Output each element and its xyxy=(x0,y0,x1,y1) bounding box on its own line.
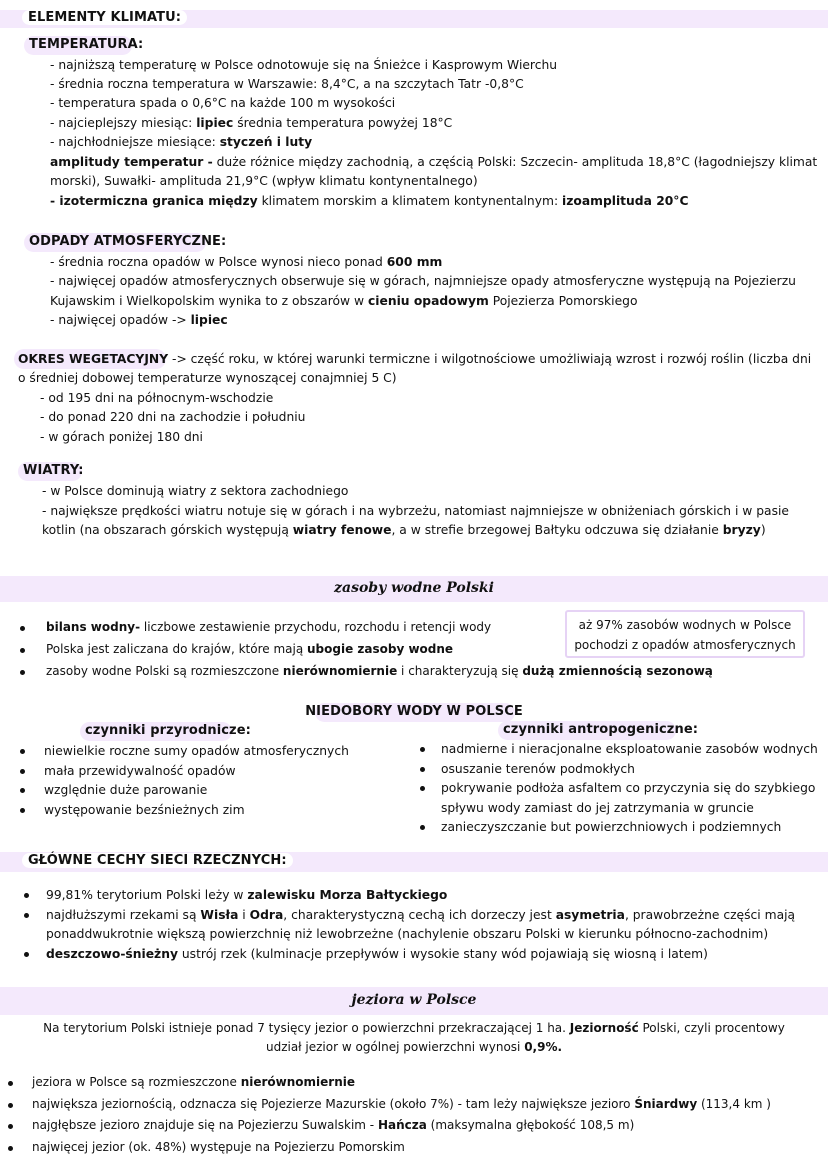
bullet-icon xyxy=(20,670,25,675)
text: klimatem morskim a klimatem kontynentalnym: xyxy=(257,194,563,208)
heading-okres-wegetacyjny: OKRES WEGETACYJNY xyxy=(18,352,169,366)
callout-line: pochodzi z opadów atmosferycznych xyxy=(574,638,796,652)
list-item: nadmierne i nieracjonalne eksploatowanie zasobów wodnych xyxy=(441,742,818,756)
bold-text: amplitudy temperatur - xyxy=(50,155,213,169)
bold-text: Wisła xyxy=(200,908,239,922)
heading-niedobory: NIEDOBORY WODY W POLSCE xyxy=(305,704,523,719)
list-item: pokrywanie podłoża asfaltem co przyczynia się do szybkiego xyxy=(441,781,816,795)
text-line xyxy=(50,153,817,172)
bold-text: dużą zmiennością sezonową xyxy=(522,664,713,678)
bullet-icon xyxy=(420,747,425,752)
bold-text: nierównomiernie xyxy=(240,1075,355,1089)
text: jeziora w Polsce są rozmieszczone xyxy=(32,1075,241,1089)
text-line: - najwięcej opadów atmosferycznych obserwuje się w górach, najmniejsze opady atmosferyczne występują na Pojezierzu xyxy=(50,274,796,288)
heading-antropogeniczne: czynniki antropogeniczne: xyxy=(503,722,699,737)
list-item xyxy=(32,1116,634,1135)
bold-text: bryzy xyxy=(722,523,761,537)
text-line xyxy=(50,114,452,133)
bullet-icon xyxy=(20,626,25,631)
text: najgłębsze jezioro znajduje się na Pojezierzu Suwalskim - xyxy=(32,1118,378,1132)
bold-text: 600 mm xyxy=(386,255,443,269)
text: największa jeziornością, odznacza się Pojezierze Mazurskie (około 7%) - tam leży największe jezioro xyxy=(32,1097,635,1111)
bullet-icon xyxy=(8,1146,13,1151)
text: - najchłodniejsze miesiące: xyxy=(50,135,220,149)
text: Kujawskim i Wielkopolskim wynika to z obszarów w xyxy=(50,294,368,308)
section-title-zasoby: zasoby wodne Polski xyxy=(334,580,494,596)
section-title-jeziora: jeziora w Polsce xyxy=(351,992,477,1008)
text: - średnia roczna opadów w Polsce wynosi nieco ponad xyxy=(50,255,387,269)
bold-text: Jeziorność xyxy=(569,1021,639,1035)
text-line xyxy=(50,192,688,211)
text: średnia temperatura powyżej 18°C xyxy=(233,116,453,130)
text: (113,4 km ) xyxy=(697,1097,771,1111)
bold-text: Śniardwy xyxy=(634,1097,698,1111)
list-item xyxy=(46,945,708,964)
text: ustrój rzek (kulminacje przepływów i wysokie stany wód pojawiają się wiosną i latem) xyxy=(177,947,708,961)
bold-text: zalewisku Morza Bałtyckiego xyxy=(247,888,448,902)
heading-opady: ODPADY ATMOSFERYCZNE: xyxy=(29,234,227,249)
list-item-continuation: spływu wody zamiast do jej zatrzymania w gruncie xyxy=(441,801,754,815)
text: , charakterystyczną cechą ich dorzeczy jest xyxy=(283,908,556,922)
bold-text: 0,9%. xyxy=(524,1040,563,1054)
list-item xyxy=(46,906,795,925)
bold-text: wiatry fenowe xyxy=(292,523,392,537)
text-line xyxy=(50,292,638,311)
bullet-icon xyxy=(20,648,25,653)
list-item: zanieczyszczanie but powierzchniowych i podziemnych xyxy=(441,820,782,834)
heading-elementy-klimatu: ELEMENTY KLIMATU: xyxy=(22,10,187,25)
text-line xyxy=(50,311,228,330)
text: Pojezierza Pomorskiego xyxy=(488,294,638,308)
bullet-icon xyxy=(24,913,29,918)
list-item xyxy=(46,886,447,905)
text: , prawobrzeżne części mają xyxy=(624,908,796,922)
list-item: najwięcej jezior (ok. 48%) występuje na Pojezierzu Pomorskim xyxy=(32,1140,405,1154)
list-item xyxy=(32,1095,771,1114)
text: kotlin (na obszarach górskich występują xyxy=(42,523,293,537)
list-item: mała przewidywalność opadów xyxy=(44,764,236,778)
text-line xyxy=(42,521,766,540)
heading-temperatura: TEMPERATURA: xyxy=(29,37,144,52)
bold-text: lipiec xyxy=(196,116,234,130)
text: -> część roku, w której warunki termiczne i wilgotnościowe umożliwiają wzrost i rozwój roślin (liczba dni xyxy=(168,352,812,366)
bold-text: bilans wodny- xyxy=(46,620,141,634)
text: duże różnice między zachodnią, a częścią Polski: Szczecin- amplituda 18,8°C (łagodniejszy klimat xyxy=(212,155,818,169)
text-line xyxy=(50,253,442,272)
text-line: - temperatura spada o 0,6°C na każde 100 m wysokości xyxy=(50,96,396,110)
bullet-icon xyxy=(20,788,25,793)
text-line: morski), Suwałki- amplituda 21,9°C (wpływ klimatu kontynentalnego) xyxy=(50,174,478,188)
list-item-continuation: ponaddwukrotnie większą powierzchnię niż lewobrzeżne (nachylenie obszaru Polski w kierunku północno-zachodnim) xyxy=(46,927,769,941)
text-line: - w Polsce dominują wiatry z sektora zachodniego xyxy=(42,484,349,498)
text-line: - w górach poniżej 180 dni xyxy=(40,430,203,444)
callout-line: aż 97% zasobów wodnych w Polsce xyxy=(578,618,792,632)
bullet-icon xyxy=(20,769,25,774)
bullet-icon xyxy=(420,767,425,772)
bullet-icon xyxy=(24,893,29,898)
intro-line xyxy=(0,1019,828,1038)
heading-wiatry: WIATRY: xyxy=(23,463,84,478)
text: ) xyxy=(760,523,766,537)
text-line: - do ponad 220 dni na zachodzie i południu xyxy=(40,410,306,424)
text: i xyxy=(238,908,250,922)
bullet-icon xyxy=(8,1124,13,1129)
list-item: występowanie bezśnieżnych zim xyxy=(44,803,245,817)
bold-text: izoamplituda 20°C xyxy=(562,194,689,208)
bold-text: ubogie zasoby wodne xyxy=(307,642,454,656)
bullet-icon xyxy=(8,1081,13,1086)
text-line xyxy=(50,133,312,152)
text: (maksymalna głębokość 108,5 m) xyxy=(426,1118,635,1132)
bold-text: styczeń i luty xyxy=(219,135,313,149)
list-item: niewielkie roczne sumy opadów atmosferycznych xyxy=(44,744,349,758)
list-item xyxy=(46,618,491,637)
bullet-icon xyxy=(420,825,425,830)
text-line: o średniej dobowej temperaturze wynoszącej conajmniej 5 C) xyxy=(18,371,397,385)
bullet-icon xyxy=(24,952,29,957)
list-item xyxy=(46,662,713,681)
list-item xyxy=(46,640,453,659)
intro-line xyxy=(0,1038,828,1057)
text-line: - średnia roczna temperatura w Warszawie: 8,4°C, a na szczytach Tatr -0,8°C xyxy=(50,77,524,91)
bold-text: - izotermiczna granica między xyxy=(50,194,258,208)
text: zasoby wodne Polski są rozmieszczone xyxy=(46,664,283,678)
text: najdłuższymi rzekami są xyxy=(46,908,201,922)
text: i charakteryzują się xyxy=(397,664,523,678)
bullet-icon xyxy=(20,749,25,754)
text-line: - najniższą temperaturę w Polsce odnotowuje się na Śnieżce i Kasprowym Wierchu xyxy=(50,58,558,72)
text: udział jezior w ogólnej powierzchni wynosi xyxy=(265,1040,525,1054)
bold-text: cieniu opadowym xyxy=(367,294,489,308)
text-line: - od 195 dni na północnym-wschodzie xyxy=(40,391,274,405)
text: Na terytorium Polski istnieje ponad 7 tysięcy jezior o powierzchni przekraczającej 1 ha. xyxy=(43,1021,570,1035)
bullet-icon xyxy=(8,1103,13,1108)
text: - najwięcej opadów -> xyxy=(50,313,191,327)
text: - najcieplejszy miesiąc: xyxy=(50,116,197,130)
heading-rzeki: GŁÓWNE CECHY SIECI RZECZNYCH: xyxy=(22,853,293,868)
bullet-icon xyxy=(420,786,425,791)
text: Polska jest zaliczana do krajów, które mają xyxy=(46,642,308,656)
text-line: - największe prędkości wiatru notuje się w górach i na wybrzeżu, natomiast najmniejsze w obniżeniach górskich i w pasie xyxy=(42,504,789,518)
list-item: względnie duże parowanie xyxy=(44,783,208,797)
text: Polski, czyli procentowy xyxy=(638,1021,785,1035)
text: 99,81% terytorium Polski leży w xyxy=(46,888,248,902)
heading-przyrodnicze: czynniki przyrodnicze: xyxy=(85,723,251,738)
bold-text: lipiec xyxy=(190,313,228,327)
text-line xyxy=(18,350,811,369)
callout-box xyxy=(565,610,805,658)
bold-text: deszczowo-śnieżny xyxy=(46,947,178,961)
bold-text: asymetria xyxy=(555,908,625,922)
list-item xyxy=(32,1073,355,1092)
text: liczbowe zestawienie przychodu, rozchodu i retencji wody xyxy=(140,620,492,634)
bold-text: Hańcza xyxy=(377,1118,427,1132)
list-item: osuszanie terenów podmokłych xyxy=(441,762,635,776)
bold-text: Odra xyxy=(249,908,284,922)
bold-text: nierównomiernie xyxy=(282,664,398,678)
text: , a w strefie brzegowej Bałtyku odczuwa się działanie xyxy=(391,523,723,537)
bullet-icon xyxy=(20,808,25,813)
